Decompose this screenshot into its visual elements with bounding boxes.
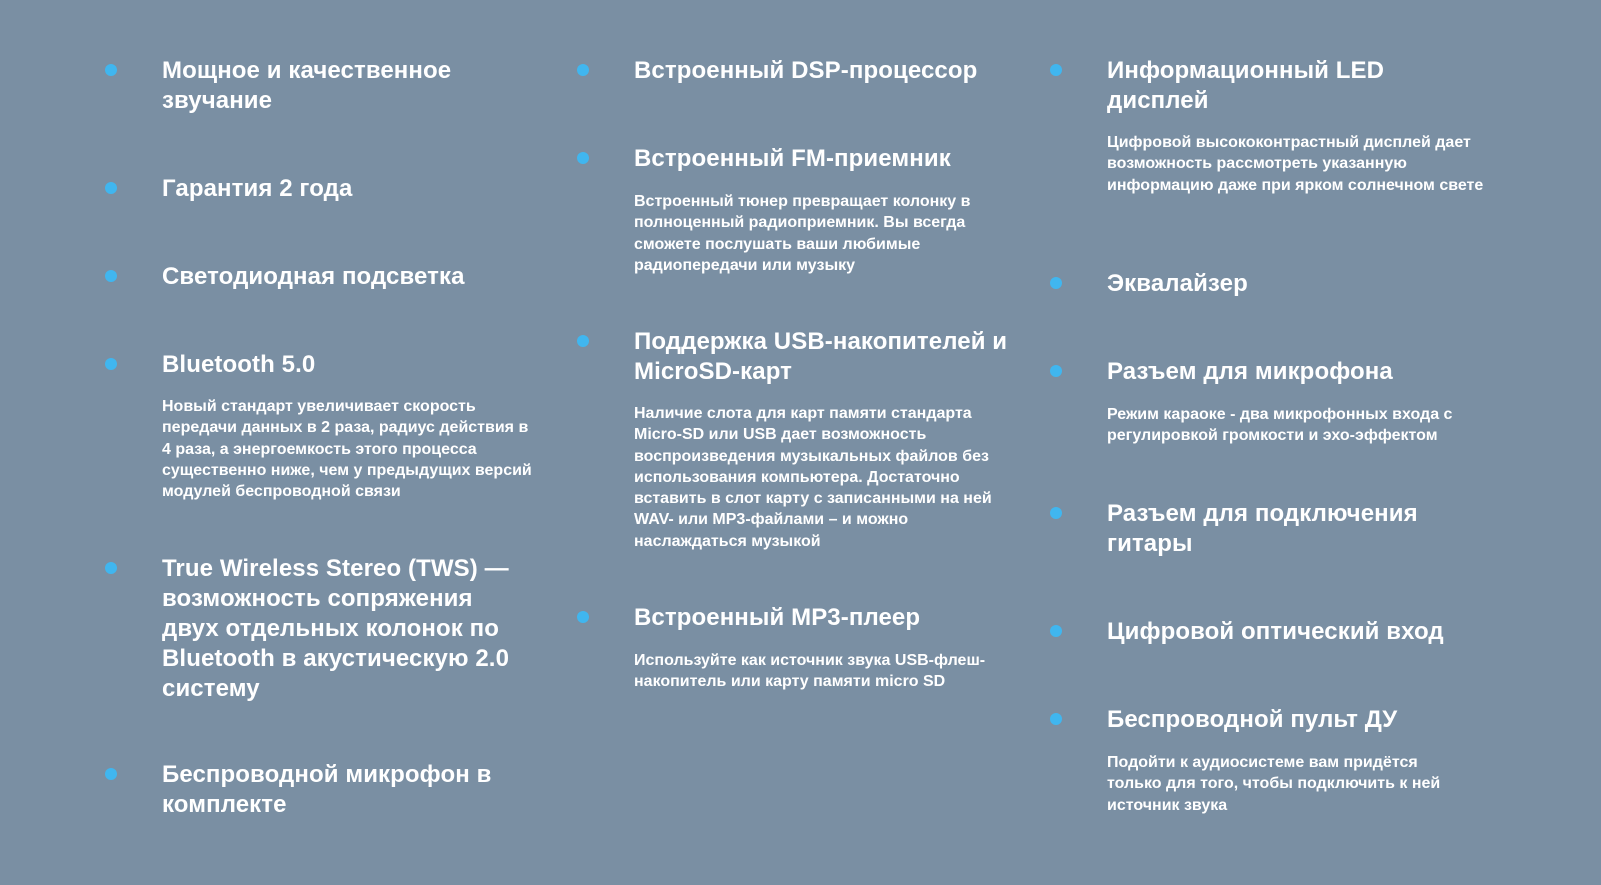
- bullet-icon: [1050, 713, 1062, 725]
- feature-description: Используйте как источник звука USB-флеш-накопитель или карту памяти micro SD: [634, 652, 986, 691]
- feature-title: Цифровой оптический вход: [1107, 618, 1444, 645]
- feature-title: Мощное и качественное звучание: [162, 57, 452, 114]
- bullet-icon: [1050, 365, 1062, 377]
- bullet-icon: [105, 358, 117, 370]
- bullet-icon: [577, 335, 589, 347]
- feature-description: Цифровой высококонтрастный дисплей дает возможность рассмотреть указанную информацию даже при ярком солнечном свете: [1107, 134, 1484, 194]
- feature-title: Bluetooth 5.0: [162, 351, 316, 378]
- bullet-icon: [1050, 64, 1062, 76]
- bullet-icon: [577, 64, 589, 76]
- feature-description: Новый стандарт увеличивает скорость передачи данных в 2 раза, радиус действия в 4 раза, а энергоемкость этого процесса существенно ниже, чем у предыдущих версий модулей беспроводной связи: [162, 398, 532, 501]
- bullet-icon: [105, 270, 117, 282]
- feature-title: Поддержка USB-накопителей и MicroSD-карт: [634, 328, 1008, 385]
- bullet-icon: [577, 611, 589, 623]
- feature-title: Встроенный MP3-плеер: [634, 604, 921, 631]
- bullet-icon: [105, 182, 117, 194]
- bullet-icon: [105, 64, 117, 76]
- bullet-icon: [105, 768, 117, 780]
- feature-title: Разъем для микрофона: [1107, 358, 1393, 385]
- feature-title: Гарантия 2 года: [162, 175, 353, 202]
- feature-title: Информационный LED дисплей: [1107, 57, 1385, 114]
- feature-title: Встроенный DSP-процессор: [634, 57, 978, 84]
- bullet-icon: [1050, 277, 1062, 289]
- bullet-icon: [1050, 625, 1062, 637]
- feature-title: Беспроводной пульт ДУ: [1107, 706, 1398, 733]
- feature-title: True Wireless Stereo (TWS) — возможность сопряжения двух отдельных колонок по Bluetooth в акустическую 2.0 систему: [162, 555, 510, 702]
- feature-title: Светодиодная подсветка: [162, 263, 465, 290]
- bullet-icon: [1050, 507, 1062, 519]
- feature-title: Беспроводной микрофон в комплекте: [162, 761, 492, 818]
- feature-description: Встроенный тюнер превращает колонку в полноценный радиоприемник. Вы всегда сможете послушать ваши любимые радиопередачи или музыку: [634, 193, 971, 274]
- feature-description: Режим караоке - два микрофонных входа с регулировкой громкости и эхо-эффектом: [1107, 406, 1453, 445]
- feature-title: Разъем для подключения гитары: [1107, 500, 1418, 557]
- bullet-icon: [577, 152, 589, 164]
- feature-description: Наличие слота для карт памяти стандарта Micro-SD или USB дает возможность воспроизведения музыкальных файлов без использования компьютера. Достаточно вставить в слот карту с записанными на ней WAV- или MP3-файлами – и можно наслаждаться музыкой: [634, 405, 992, 550]
- feature-description: Подойти к аудиосистеме вам придётся только для того, чтобы подключить к ней источник звука: [1107, 754, 1441, 814]
- feature-title: Встроенный FM-приемник: [634, 145, 951, 172]
- bullet-icon: [105, 562, 117, 574]
- feature-title: Эквалайзер: [1107, 270, 1248, 297]
